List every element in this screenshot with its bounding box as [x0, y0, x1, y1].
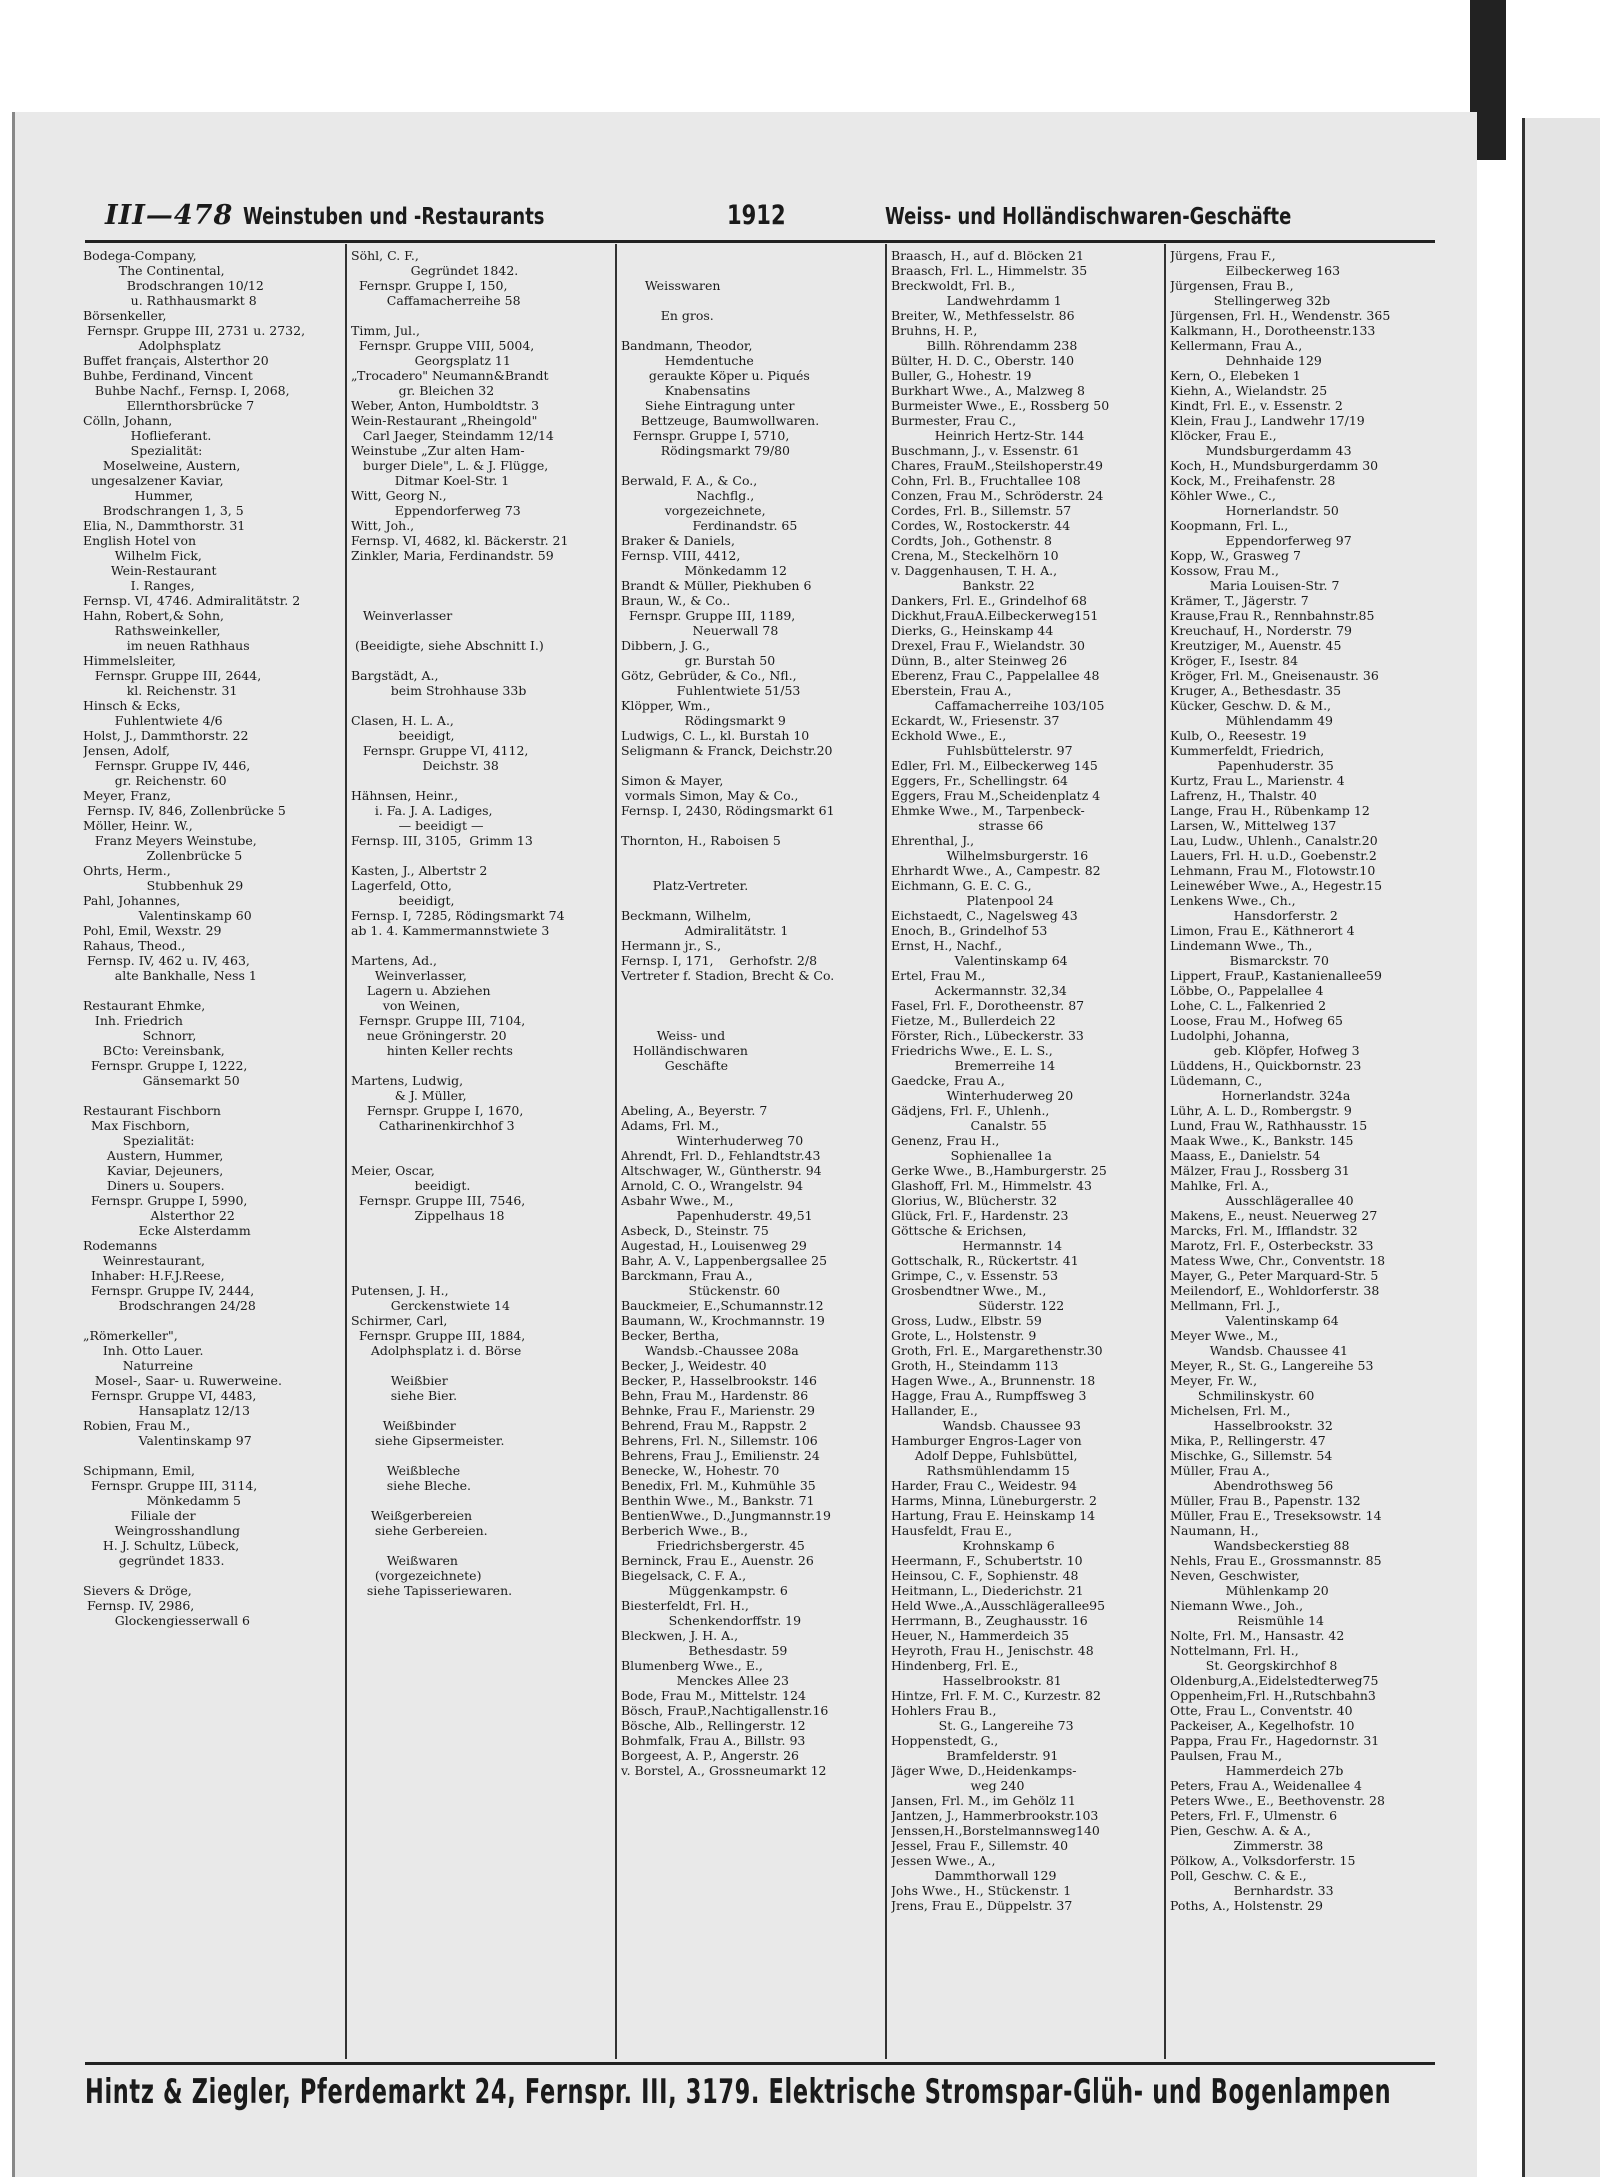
column-4 — [891, 248, 1161, 2053]
footer-rule — [85, 2062, 1435, 2065]
column-divider — [885, 244, 887, 2059]
scan-margin-top — [0, 0, 1600, 110]
directory-page — [12, 112, 1477, 2177]
page-header — [15, 200, 1477, 240]
section-title-left: Weinstuben und -Restaurants — [243, 204, 545, 230]
adjacent-page-strip — [1522, 118, 1600, 2177]
column-divider — [1164, 244, 1166, 2059]
footer-advertisement: Hintz & Ziegler, Pferdemarkt 24, Fernspr. III, 3179. Elektrische Stromspar-Glüh- und Bogenlampen — [85, 2072, 1392, 2112]
year: 1912 — [727, 200, 786, 231]
column-5-text: Jürgens, Frau F., Eilbeckerweg 163 Jürgensen, Frau B., Stellingerweg 32b Jürgensen, Frl. H., Wendenstr. 365 Kalkmann, H., Dorotheenstr.133 Kellermann, Frau A., Dehnhaide 129 Kern, O., Elebeken 1 Kiehn, A., Wielandstr. 25 Kindt, Frl. E., v. Essenstr. 2 Klein, Frau J., Landwehr 17/19 Klöcker, Frau E., Mundsburgerdamm 43 Koch, H., Mundsburgerdamm 30 Kock, M., Freihafenstr. 28 Köhler Wwe., C., Hornerlandstr. 50 Koopmann, Frl. L., Eppendorferweg 97 Kopp, W., Grasweg 7 Kossow, Frau M., Maria Louisen-Str. 7 Krämer, T., Jägerstr. 7 Krause,Frau R., Rennbahnstr.85 Kreuchauf, H., Norderstr. 79 Kreutziger, M., Auenstr. 45 Kröger, F., Isestr. 84 Kröger, Frl. M., Gneisenaustr. 36 Kruger, A., Bethesdastr. 35 Kücker, Geschw. D. & M., Mühlendamm 49 Kulb, O., Reesestr. 19 Kummerfeldt, Friedrich, Papenhuderstr. 35 Kurtz, Frau L., Marienstr. 4 Lafrenz, H., Thalstr. 40 Lange, Frau H., Rübenkamp 12 Larsen, W., Mittelweg 137 Lau, Ludw., Uhlenh., Canalstr.20 Lauers, Frl. H. u.D., Goebenstr.2 Lehmann, Frau M., Flotowstr.10 Leinewéber Wwe., A., Hegestr.15 Lenkens Wwe., Ch., Hansdorferstr. 2 Limon, Frau E., Käthnerort 4 Lindemann Wwe., Th., Bismarckstr. 70 Lippert, FrauP., Kastanienallee59 Löbbe, O., Pappelallee 4 Lohe, C. L., Falkenried 2 Loose, Frau M., Hofweg 65 Ludolphi, Johanna, geb. Klöpfer, Hofweg 3 Lüddens, H., Quickbornstr. 23 Lüdemann, C., Hornerlandstr. 324a Lühr, A. L. D., Rombergstr. 9 Lund, Frau W., Rathhausstr. 15 Maak Wwe., K., Bankstr. 145 Maass, E., Danielstr. 54 Mälzer, Frau J., Rossberg 31 Mahlke, Frl. A., Ausschlägerallee 40 Makens, E., neust. Neuerweg 27 Marcks, Frl. M., Ifflandstr. 32 Marotz, Frl. F., Osterbeckstr. 33 Matess Wwe, Chr., Conventstr. 18 Mayer, G., Peter Marquard-Str. 5 Meilendorf, E., Wohldorferstr. 38 Mellmann, Frl. J., Valentinskamp 64 Meyer Wwe., M., Wandsb. Chaussee 41 Meyer, R., St. G., Langereihe 53 Meyer, Fr. W., Schmilinskystr. 60 Michelsen, Frl. M., Hasselbrookstr. 32 Mika, P., Rellingerstr. 47 Mischke, G., Sillemstr. 54 Müller, Frau A., Abendrothsweg 56 Müller, Frau B., Papenstr. 132 Müller, Frau E., Treseksowstr. 14 Naumann, H., Wandsbeckerstieg 88 Nehls, Frau E., Grossmannstr. 85 Neven, Geschwister, Mühlenkamp 20 Niemann Wwe., Joh., Reismühle 14 Nolte, Frl. M., Hansastr. 42 Nottelmann, Frl. H., St. Georgskirchhof 8 Oldenburg,A.,Eidelstedterweg75 Oppenheim,Frl. H.,Rutschbahn3 Otte, Frau L., Conventstr. 40 Packeiser, A., Kegelhofstr. 10 Pappa, Frau Fr., Hagedornstr. 31 Paulsen, Frau M., Hammerdeich 27b Peters, Frau A., Weidenallee 4 Peters Wwe., E., Beethovenstr. 28 Peters, Frl. F., Ulmenstr. 6 Pien, Geschw. A. & A., Zimmerstr. 38 Pölkow, A., Volksdorferstr. 15 Poll, Geschw. C. & E., Bernhardstr. 33 Poths, A., Holstenstr. 29 — [1170, 248, 1391, 1913]
header-rule — [85, 240, 1435, 243]
section-title-right: Weiss- und Holländischwaren-Geschäfte — [885, 204, 1292, 230]
column-divider — [615, 244, 617, 2059]
column-2 — [351, 248, 613, 2053]
column-3 — [621, 248, 883, 2053]
column-5 — [1170, 248, 1442, 2053]
column-4-text: Braasch, H., auf d. Blöcken 21 Braasch, Frl. L., Himmelstr. 35 Breckwoldt, Frl. B., Landwehrdamm 1 Breiter, W., Methfesselstr. 86 Bruhns, H. P., Billh. Röhrendamm 238 Bülter, H. D. C., Oberstr. 140 Buller, G., Hohestr. 19 Burkhart Wwe., A., Malzweg 8 Burmeister Wwe., E., Rossberg 50 Burmester, Frau C., Heinrich Hertz-Str. 144 Buschmann, J., v. Essenstr. 61 Chares, FrauM.,Steilshoperstr.49 Cohn, Frl. B., Fruchtallee 108 Conzen, Frau M., Schröderstr. 24 Cordes, Frl. B., Sillemstr. 57 Cordes, W., Rostockerstr. 44 Cordts, Joh., Gothenstr. 8 Crena, M., Steckelhörn 10 v. Daggenhausen, T. H. A., Bankstr. 22 Dankers, Frl. E., Grindelhof 68 Dickhut,FrauA.Eilbeckerweg151 Dierks, G., Heinskamp 44 Drexel, Frau F., Wielandstr. 30 Dünn, B., alter Steinweg 26 Eberenz, Frau C., Pappelallee 48 Eberstein, Frau A., Caffamacherreihe 103/105 Eckardt, W., Friesenstr. 37 Eckhold Wwe., E., Fuhlsbüttelerstr. 97 Edler, Frl. M., Eilbeckerweg 145 Eggers, Fr., Schellingstr. 64 Eggers, Frau M.,Scheidenplatz 4 Ehmke Wwe., M., Tarpenbeck- strasse 66 Ehrenthal, J., Wilhelmsburgerstr. 16 Ehrhardt Wwe., A., Campestr. 82 Eichmann, G. E. C. G., Platenpool 24 Eichstaedt, C., Nagelsweg 43 Enoch, B., Grindelhof 53 Ernst, H., Nachf., Valentinskamp 64 Ertel, Frau M., Ackermannstr. 32,34 Fasel, Frl. F., Dorotheenstr. 87 Fietze, M., Bullerdeich 22 Förster, Rich., Lübeckerstr. 33 Friedrichs Wwe., E. L. S., Bremerreihe 14 Gaedcke, Frau A., Winterhuderweg 20 Gädjens, Frl. F., Uhlenh., Canalstr. 55 Genenz, Frau H., Sophienallee 1a Gerke Wwe., B.,Hamburgerstr. 25 Glashoff, Frl. M., Himmelstr. 43 Glorius, W., Blücherstr. 32 Glück, Frl. F., Hardenstr. 23 Göttsche & Erichsen, Hermannstr. 14 Gottschalk, R., Rückertstr. 41 Grimpe, C., v. Essenstr. 53 Grosbendtner Wwe., M., Süderstr. 122 Gross, Ludw., Elbstr. 59 Grote, L., Holstenstr. 9 Groth, Frl. E., Margarethenstr.30 Groth, H., Steindamm 113 Hagen Wwe., A., Brunnenstr. 18 Hagge, Frau A., Rumpffsweg 3 Hallander, E., Wandsb. Chaussee 93 Hamburger Engros-Lager von Adolf Deppe, Fuhlsbüttel, Rathsmühlendamm 15 Harder, Frau C., Weidestr. 94 Harms, Minna, Lüneburgerstr. 2 Hartung, Frau E. Heinskamp 14 Hausfeldt, Frau E., Krohnskamp 6 Heermann, F., Schubertstr. 10 Heinsou, C. F., Sophienstr. 48 Heitmann, L., Diederichstr. 21 Held Wwe.,A.,Ausschlägerallee95 Herrmann, B., Zeughausstr. 16 Heuer, N., Hammerdeich 35 Heyroth, Frau H., Jenischstr. 48 Hindenberg, Frl. E., Hasselbrookstr. 81 Hintze, Frl. F. M. C., Kurzestr. 82 Hohlers Frau B., St. G., Langereihe 73 Hoppenstedt, G., Bramfelderstr. 91 Jäger Wwe, D.,Heidenkamps- weg 240 Jansen, Frl. M., im Gehölz 11 Jantzen, J., Hammerbrookstr.103 Jenssen,H.,Borstelmannsweg140 Jessel, Frau F., Sillemstr. 40 Jessen Wwe., A., Dammthorwall 129 Johs Wwe., H., Stückenstr. 1 Jrens, Frau E., Düppelstr. 37 — [891, 248, 1110, 1913]
column-2-text: Söhl, C. F., Gegründet 1842. Fernspr. Gruppe I, 150, Caffamacherreihe 58 Timm, Jul., Fernspr. Gruppe VIII, 5004, Georgsplatz 11 „Trocadero" Neumann&Brandt gr. Bleichen 32 Weber, Anton, Humboldtstr. 3 Wein-Restaurant „Rheingold" Carl Jaeger, Steindamm 12/14 Weinstube „Zur alten Ham- burger Diele", L. & J. Flügge, Ditmar Koel-Str. 1 Witt, Georg N., Eppendorferweg 73 Witt, Joh., Fernsp. VI, 4682, kl. Bäckerstr. 21 Zinkler, Maria, Ferdinandstr. 59 Weinverlasser (Beeidigte, siehe Abschnitt I.) Bargstädt, A., beim Strohhause 33b Clasen, H. L. A., beeidigt, Fernspr. Gruppe VI, 4112, Deichstr. 38 Hähnsen, Heinr., i. Fa. J. A. Ladiges, — beeidigt — Fernsp. III, 3105, Grimm 13 Kasten, J., Albertstr 2 Lagerfeld, Otto, beeidigt, Fernsp. I, 7285, Rödingsmarkt 74 ab 1. 4. Kammermannstwiete 3 Martens, Ad., Weinverlasser, Lagern u. Abziehen von Weinen, Fernspr. Gruppe III, 7104, neue Gröningerstr. 20 hinten Keller rechts Martens, Ludwig, & J. Müller, Fernspr. Gruppe I, 1670, Catharinenkirchhof 3 Meier, Oscar, beeidigt. Fernspr. Gruppe III, 7546, Zippelhaus 18 Putensen, J. H., Gerckenstwiete 14 Schirmer, Carl, Fernspr. Gruppe III, 1884, Adolphsplatz i. d. Börse Weißbier siehe Bier. Weißbinder siehe Gipsermeister. Weißbleche siehe Bleche. Weißgerbereien siehe Gerbereien. Weißwaren (vorgezeichnete) siehe Tapisseriewaren. — [351, 248, 569, 1598]
column-3-text: Weisswaren En gros. Bandmann, Theodor, Hemdentuche geraukte Köper u. Piqués Knabensatins Siehe Eintragung unter Bettzeuge, Baumwollwaren. Fernspr. Gruppe I, 5710, Rödingsmarkt 79/80 Berwald, F. A., & Co., Nachflg., vorgezeichnete, Ferdinandstr. 65 Braker & Daniels, Fernsp. VIII, 4412, Mönkedamm 12 Brandt & Müller, Piekhuben 6 Braun, W., & Co.. Fernspr. Gruppe III, 1189, Neuerwall 78 Dibbern, J. G., gr. Burstah 50 Götz, Gebrüder, & Co., Nfl., Fuhlentwiete 51/53 Klöpper, Wm., Rödingsmarkt 9 Ludwigs, C. L., kl. Burstah 10 Seligmann & Franck, Deichstr.20 Simon & Mayer, vormals Simon, May & Co., Fernsp. I, 2430, Rödingsmarkt 61 Thornton, H., Raboisen 5 Platz-Vertreter. Beckmann, Wilhelm, Admiralitätstr. 1 Hermann jr., S., Fernsp. I, 171, Gerhofstr. 2/8 Vertreter f. Stadion, Brecht & Co. Weiss- und Holländischwaren Geschäfte Abeling, A., Beyerstr. 7 Adams, Frl. M., Winterhuderweg 70 Ahrendt, Frl. D., Fehlandtstr.43 Altschwager, W., Güntherstr. 94 Arnold, C. O., Wrangelstr. 94 Asbahr Wwe., M., Papenhuderstr. 49,51 Asbeck, D., Steinstr. 75 Augestad, H., Louisenweg 29 Bahr, A. V., Lappenbergsallee 25 Barckmann, Frau A., Stückenstr. 60 Bauckmeier, E.,Schumannstr.12 Baumann, W., Krochmannstr. 19 Becker, Bertha, Wandsb.-Chaussee 208a Becker, J., Weidestr. 40 Becker, P., Hasselbrookstr. 146 Behn, Frau M., Hardenstr. 86 Behnke, Frau F., Marienstr. 29 Behrend, Frau M., Rappstr. 2 Behrens, Frl. N., Sillemstr. 106 Behrens, Frau J., Emilienstr. 24 Benecke, W., Hohestr. 70 Benedix, Frl. M., Kuhmühle 35 Benthin Wwe., M., Bankstr. 71 BentienWwe., D.,Jungmannstr.19 Berberich Wwe., B., Friedrichsbergerstr. 45 Berninck, Frau E., Auenstr. 26 Biegelsack, C. F. A., Müggenkampstr. 6 Biesterfeldt, Frl. H., Schenkendorffstr. 19 Bleckwen, J. H. A., Bethesdastr. 59 Blumenberg Wwe., E., Menckes Allee 23 Bode, Frau M., Mittelstr. 124 Bösch, FrauP.,Nachtigallenstr.16 Bösche, Alb., Rellingerstr. 12 Bohmfalk, Frau A., Billstr. 93 Borgeest, A. P., Angerstr. 26 v. Borstel, A., Grossneumarkt 12 — [621, 278, 835, 1778]
page-number: III—478 — [105, 200, 234, 231]
column-1-text: Bodega-Company, The Continental, Brodschrangen 10/12 u. Rathhausmarkt 8 Börsenkeller, Fernspr. Gruppe III, 2731 u. 2732, Adolphsplatz Buffet français, Alsterthor 20 Buhbe, Ferdinand, Vincent Buhbe Nachf., Fernsp. I, 2068, Ellernthorsbrücke 7 Cölln, Johann, Hoflieferant. Spezialität: Moselweine, Austern, ungesalzener Kaviar, Hummer, Brodschrangen 1, 3, 5 Elia, N., Dammthorstr. 31 English Hotel von Wilhelm Fick, Wein-Restaurant I. Ranges, Fernsp. VI, 4746. Admiralitätstr. 2 Hahn, Robert,& Sohn, Rathsweinkeller, im neuen Rathhaus Himmelsleiter, Fernspr. Gruppe III, 2644, kl. Reichenstr. 31 Hinsch & Ecks, Fuhlentwiete 4/6 Holst, J., Dammthorstr. 22 Jensen, Adolf, Fernspr. Gruppe IV, 446, gr. Reichenstr. 60 Meyer, Franz, Fernsp. IV, 846, Zollenbrücke 5 Möller, Heinr. W., Franz Meyers Weinstube, Zollenbrücke 5 Ohrts, Herm., Stubbenhuk 29 Pahl, Johannes, Valentinskamp 60 Pohl, Emil, Wexstr. 29 Rahaus, Theod., Fernsp. IV, 462 u. IV, 463, alte Bankhalle, Ness 1 Restaurant Ehmke, Inh. Friedrich Schnorr, BCto: Vereinsbank, Fernspr. Gruppe I, 1222, Gänsemarkt 50 Restaurant Fischborn Max Fischborn, Spezialität: Austern, Hummer, Kaviar, Dejeuners, Diners u. Soupers. Fernspr. Gruppe I, 5990, Alsterthor 22 Ecke Alsterdamm Rodemanns Weinrestaurant, Inhaber: H.F.J.Reese, Fernspr. Gruppe IV, 2444, Brodschrangen 24/28 „Römerkeller", Inh. Otto Lauer. Naturreine Mosel-, Saar- u. Ruwerweine. Fernspr. Gruppe VI, 4483, Hansaplatz 12/13 Robien, Frau M., Valentinskamp 97 Schipmann, Emil, Fernspr. Gruppe III, 3114, Mönkedamm 5 Filiale der Weingrosshandlung H. J. Schultz, Lübeck, gegründet 1833. Sievers & Dröge, Fernsp. IV, 2986, Glockengiesserwall 6 — [83, 248, 306, 1628]
column-divider — [345, 244, 347, 2059]
column-1 — [83, 248, 343, 2053]
